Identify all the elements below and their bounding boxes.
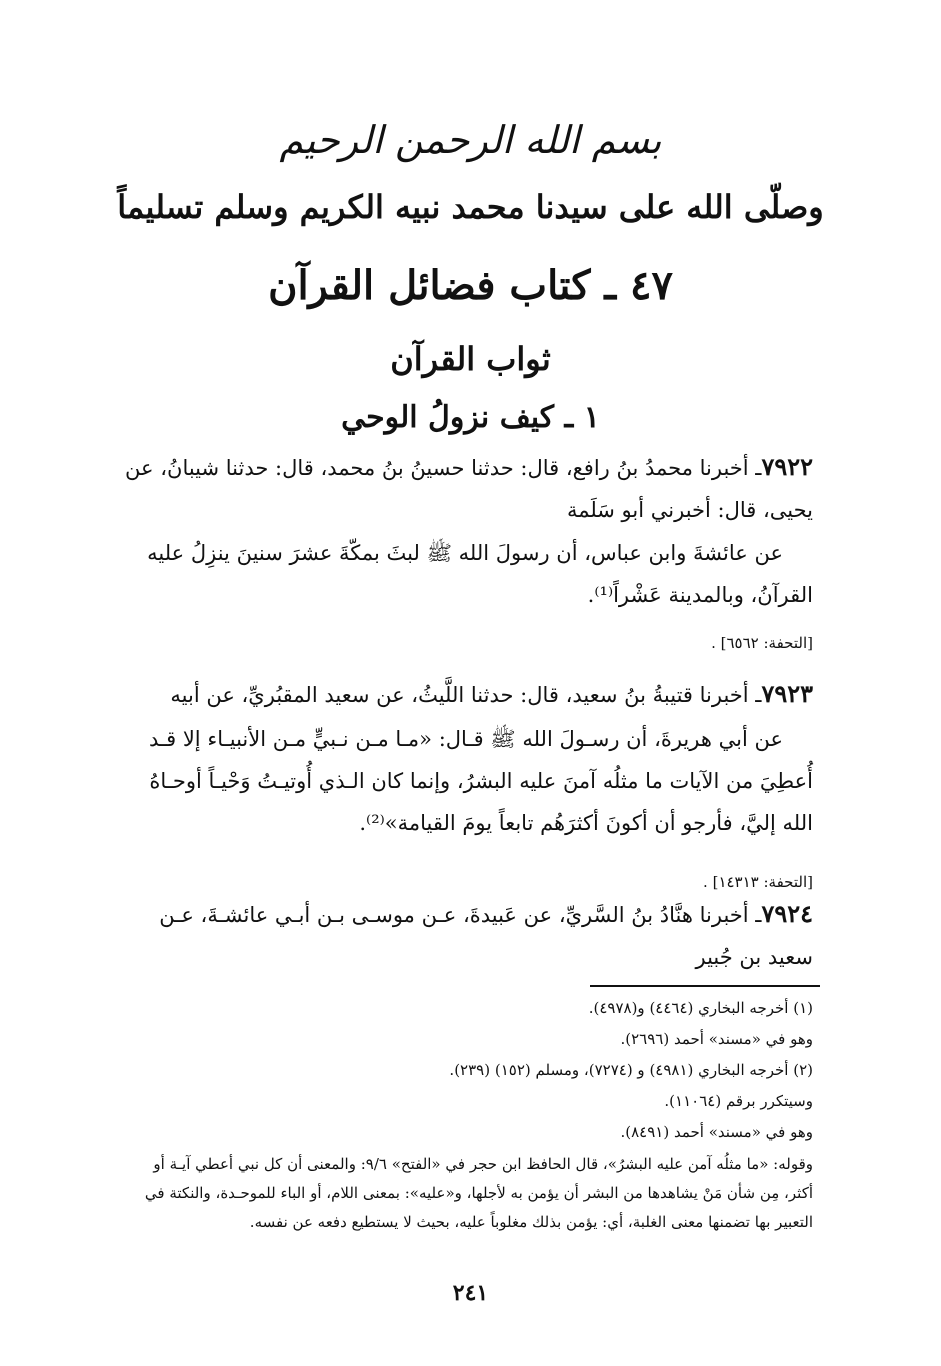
hadith-matn: عن عائشةَ وابن عباس، أن رسولَ الله ﷺ لبثَ بمكّةَ عشرَ سنينَ ينزِلُ عليه القرآنُ، وبالمدينة عَشْراً⁽¹⁾. — [147, 541, 813, 607]
footnote-line: وسيتكرر برقم (١١٠٦٤). — [664, 1092, 813, 1110]
footnote-divider — [590, 985, 820, 987]
footnote-line: وهو في «مسند» أحمد (٨٤٩١). — [620, 1123, 813, 1141]
hadith-isnad-text: ـ أخبرنا قتيبةُ بنُ سعيد، قال: حدثنا اللَّيثُ، عن سعيد المقبُريِّ، عن أبيه — [170, 683, 762, 707]
footnote-line: وهو في «مسند» أحمد (٢٦٩٦). — [620, 1030, 813, 1048]
hadith-isnad — [123, 893, 813, 978]
tuhfa-reference: [التحفة: ٦٥٦٢] . — [711, 634, 813, 652]
kitab-title: ٤٧ ـ كتاب فضائل القرآن — [268, 262, 673, 309]
hadith-number: ٧٩٢٣ — [761, 679, 813, 708]
footnote-line: (٢) أخرجه البخاري (٤٩٨١) و (٧٢٧٤)، ومسلم (١٥٢) (٢٣٩). — [449, 1061, 813, 1079]
salawat-line: وصلّى الله على سيدنا محمد نبيه الكريم وسلم تسليماً — [117, 188, 824, 226]
tuhfa-reference: [التحفة: ١٤٣١٣] . — [703, 873, 813, 891]
footnote-commentary: وقوله: «ما مثلُه آمن عليه البشرُ»، قال الحافظ ابن حجر في «الفتح» ٩/٦: والمعنى أن كل نبي أعطي آيـة أو أكثر، مِن شأن مَنْ يشاهدها من البشر أن يؤمن به لأجلها، و«عليه»: بمعنى اللام، أو الباء للموحـدة، والنكتة في التعبير بها تضمنها معنى الغلبة، أي: يؤمن بذلك مغلوباً عليه، بحيث لا يستطيع دفعه عن نفسه. — [144, 1155, 813, 1231]
hadith-matn: عن أبي هريرةَ، أن رسـولَ الله ﷺ قـال: «مـا مـن نـبيٍّ مـن الأنبيـاء إلا قـد أُعطِيَ من الآيات ما مثلُه آمنَ عليه البشرُ، وإنما كان الـذي أُوتيـتُ وَحْيـاً أوحـاهُ الله إليَّ، فأرجو أن أكونَ أكثرَهُم تابعاً يومَ القيامة»⁽²⁾. — [148, 727, 813, 835]
chapter-title: ١ ـ كيف نزولُ الوحي — [341, 400, 600, 435]
section-title: ثواب القرآن — [390, 340, 551, 378]
footnote-line: (١) أخرجه البخاري (٤٤٦٤) و(٤٩٧٨). — [588, 999, 813, 1017]
page-number: ٢٤١ — [452, 1280, 489, 1306]
hadith-number: ٧٩٢٢ — [761, 452, 813, 481]
hadith-isnad-text: ـ أخبرنا هنَّادُ بنُ السَّريِّ، عن عَبيدةَ، عـن موسـى بـن أبـي عائشـةَ، عـن سعيد بن جُبير — [159, 903, 813, 969]
hadith-isnad-text: ـ أخبرنا محمدُ بنُ رافع، قال: حدثنا حسينُ بنُ محمد، قال: حدثنا شيبانُ، عن يحيى، قال: أخبرني أبو سَلَمة — [125, 456, 813, 522]
hadith-isnad — [123, 446, 813, 531]
hadith-isnad — [123, 673, 813, 716]
hadith-number: ٧٩٢٤ — [761, 899, 813, 928]
basmala-calligraphy: بسم الله الرحمن الرحيم — [279, 118, 662, 162]
